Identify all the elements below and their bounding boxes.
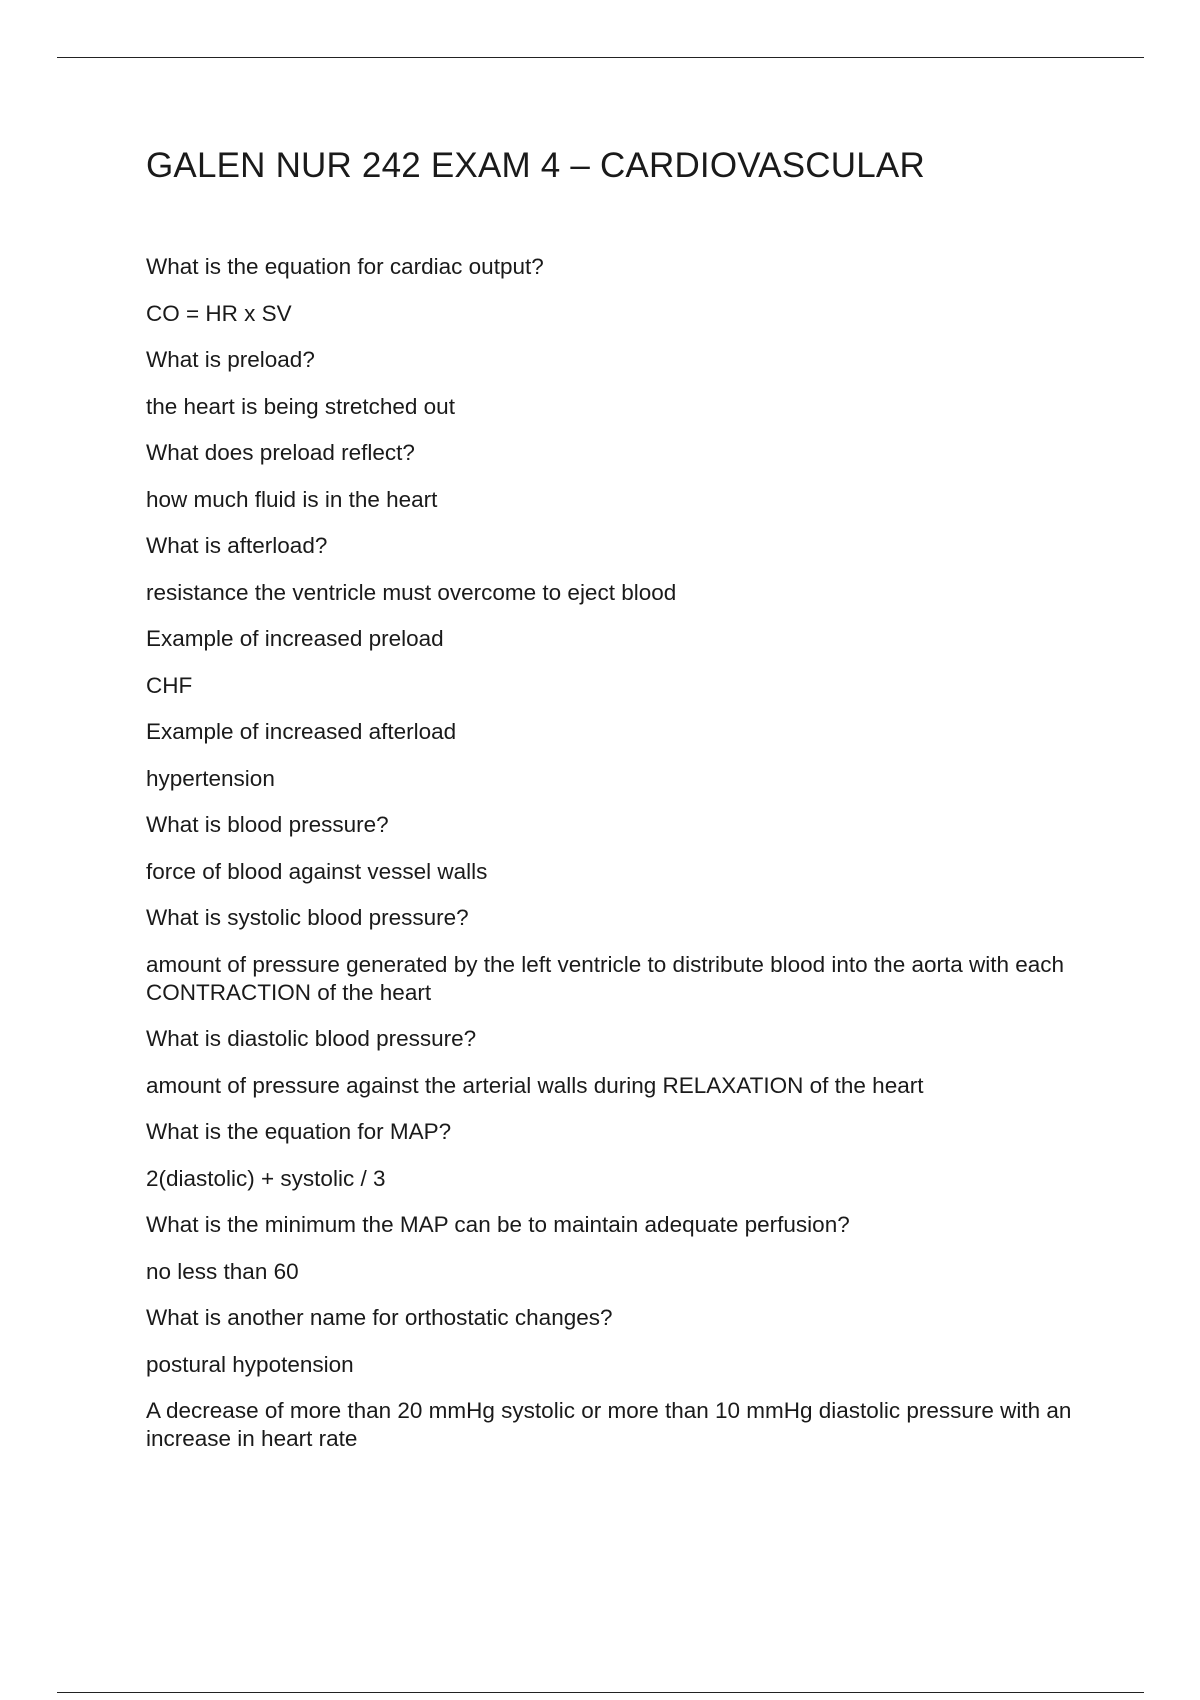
question-text: Example of increased afterload bbox=[146, 719, 457, 744]
bottom-divider bbox=[57, 1692, 1144, 1693]
answer-text: amount of pressure generated by the left ventricle to distribute blood into the aorta with each CONTRACTION of the heart bbox=[146, 951, 1065, 1005]
answer-text: force of blood against vessel walls bbox=[146, 858, 488, 884]
question-text: What does preload reflect? bbox=[146, 440, 415, 465]
answer-text: CHF bbox=[146, 672, 193, 698]
question-text: What is another name for orthostatic changes? bbox=[146, 1305, 613, 1330]
question-text: What is the equation for cardiac output? bbox=[146, 254, 544, 279]
answer-text: postural hypotension bbox=[146, 1351, 354, 1377]
answer-text: amount of pressure against the arterial walls during RELAXATION of the heart bbox=[146, 1072, 924, 1098]
answer-text: how much fluid is in the heart bbox=[146, 486, 438, 512]
answer-text: CO = HR x SV bbox=[146, 300, 292, 326]
question-text: What is afterload? bbox=[146, 533, 328, 558]
answer-text: no less than 60 bbox=[146, 1258, 299, 1284]
question-text: What is the minimum the MAP can be to maintain adequate perfusion? bbox=[146, 1212, 850, 1237]
answer-text: the heart is being stretched out bbox=[146, 393, 455, 419]
answer-text: A decrease of more than 20 mmHg systolic or more than 10 mmHg diastolic pressure with an increase in heart rate bbox=[146, 1398, 1072, 1451]
question-text: Example of increased preload bbox=[146, 626, 444, 651]
answer-text: hypertension bbox=[146, 765, 275, 791]
top-divider bbox=[57, 57, 1144, 58]
answer-text: resistance the ventricle must overcome to eject blood bbox=[146, 579, 677, 605]
question-text: What is blood pressure? bbox=[146, 812, 389, 837]
answer-text: 2(diastolic) + systolic / 3 bbox=[146, 1165, 386, 1191]
document-body bbox=[146, 138, 1106, 1472]
question-text: What is preload? bbox=[146, 347, 315, 372]
question-text: What is systolic blood pressure? bbox=[146, 905, 469, 930]
qa-list bbox=[146, 253, 1106, 1453]
question-text: What is the equation for MAP? bbox=[146, 1119, 452, 1144]
document-title: GALEN NUR 242 EXAM 4 – CARDIOVASCULAR bbox=[146, 146, 925, 185]
question-text: What is diastolic blood pressure? bbox=[146, 1026, 477, 1051]
